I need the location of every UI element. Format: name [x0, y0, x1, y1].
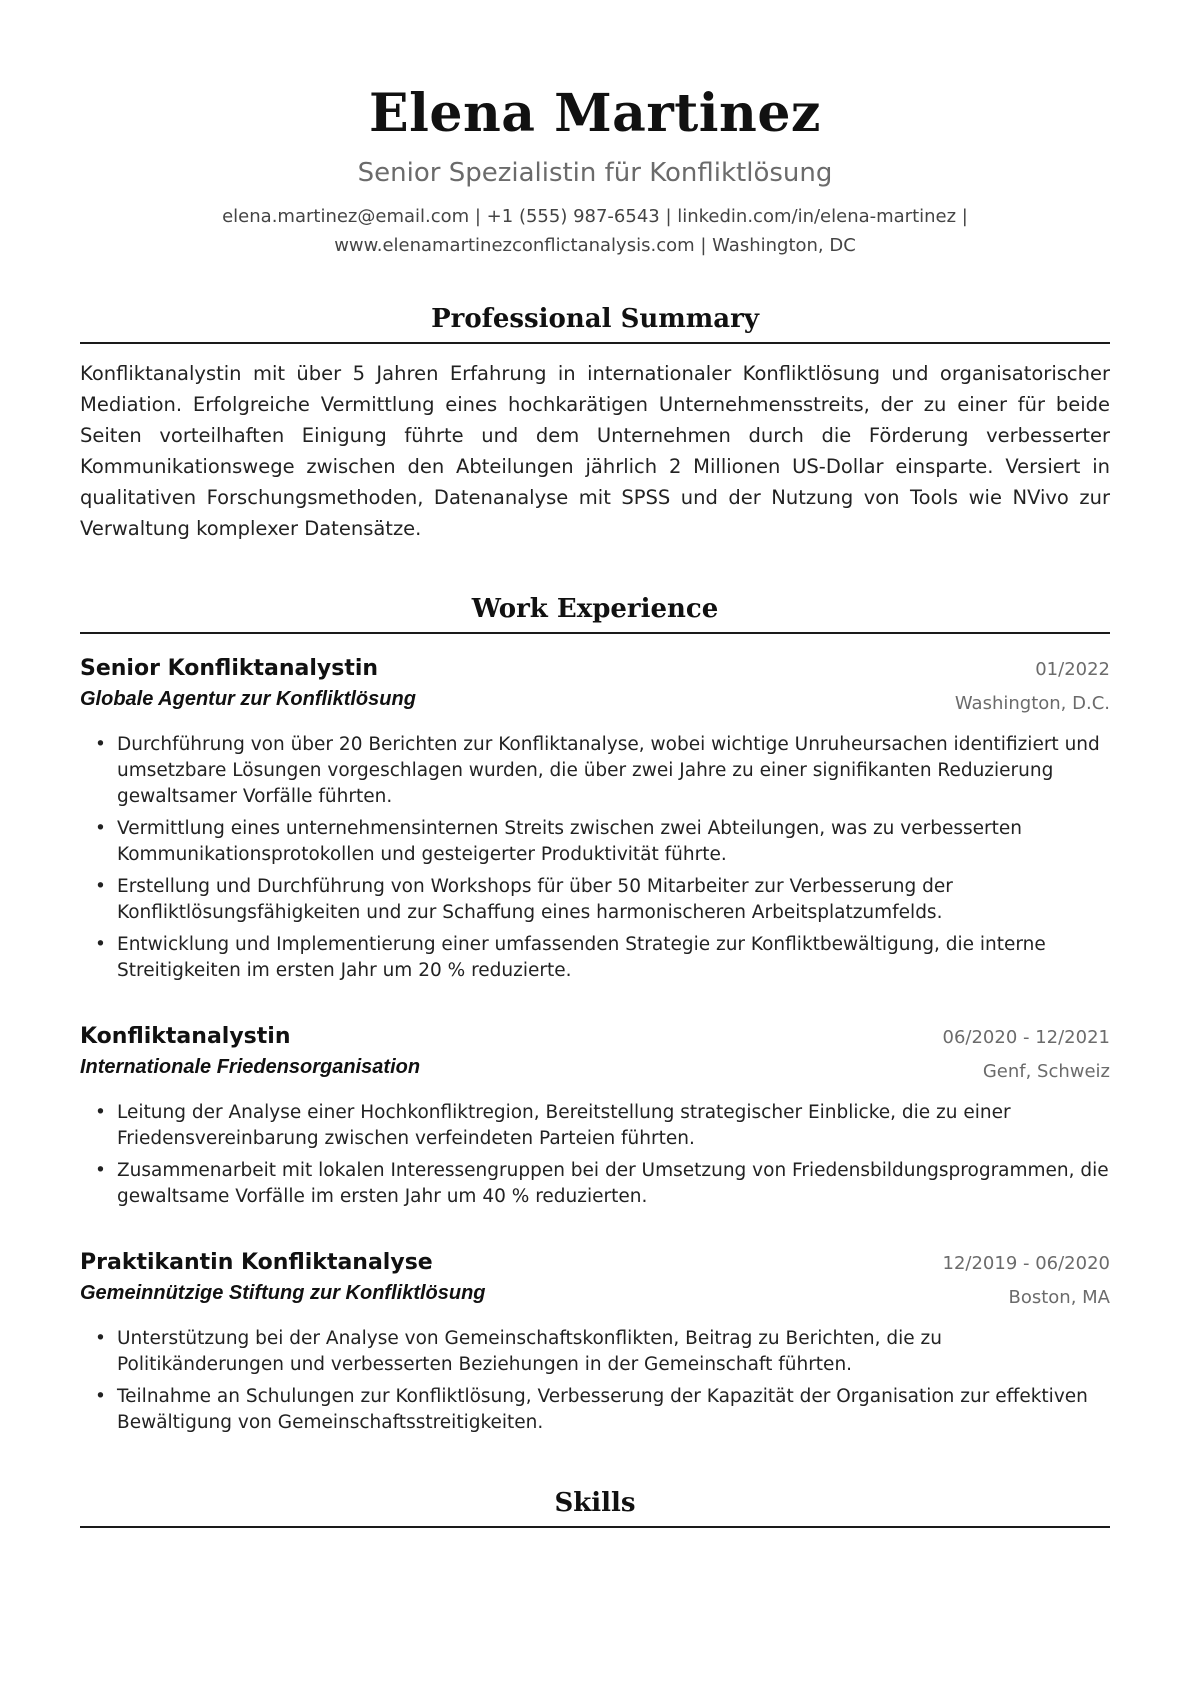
- job-title: Senior Konfliktanalystin: [80, 656, 379, 681]
- job-bullet-list: [80, 1326, 1110, 1436]
- skills-heading: Skills: [80, 1486, 1110, 1528]
- job-bullet: • Zusammenarbeit mit lokalen Interessengruppen bei der Umsetzung von Friedensbildungsprogrammen, die gewaltsame Vorfälle im ersten Jahr um 40 % reduzierten.: [80, 1158, 1110, 1210]
- job-bullet: • Entwicklung und Implementierung einer umfassenden Strategie zur Konfliktbewältigung, die interne Streitigkeiten im ersten Jahr um 20 % reduzierte.: [80, 932, 1110, 984]
- work-experience-heading: Work Experience: [80, 592, 1110, 634]
- job-bullet: • Durchführung von über 20 Berichten zur Konfliktanalyse, wobei wichtige Unruheursachen identifiziert und umsetzbare Lösungen vorgeschlagen wurden, die über zwei Jahre zu einer signifikanten Reduzierung gewaltsamer Vorfälle führten.: [80, 732, 1110, 810]
- job-date: 01/2022: [1035, 659, 1110, 680]
- job-bullet-list: [80, 1100, 1110, 1210]
- job-title: Konfliktanalystin: [80, 1024, 291, 1049]
- job-organization: Gemeinnützige Stiftung zur Konfliktlösung: [80, 1282, 486, 1304]
- job-location: Washington, D.C.: [954, 693, 1110, 714]
- contact-line-2: www.elenamartinezconflictanalysis.com | Washington, DC: [334, 235, 856, 256]
- contact-info: [80, 202, 1110, 260]
- candidate-title: Senior Spezialistin für Konfliktlösung: [357, 158, 833, 188]
- job-bullet: • Leitung der Analyse einer Hochkonfliktregion, Bereitstellung strategischer Einblicke, die zu einer Friedensvereinbarung zwischen verfeindeten Parteien führten.: [80, 1100, 1110, 1152]
- job-location: Boston, MA: [1008, 1287, 1110, 1308]
- summary-heading: Professional Summary: [80, 302, 1110, 344]
- summary-text: Konfliktanalystin mit über 5 Jahren Erfahrung in internationaler Konfliktlösung und organisatorischer Mediation. Erfolgreiche Vermittlung eines hochkarätigen Unternehmensstreits, der zu einer für beide Seiten vorteilhaften Einigung führte und dem Unternehmen durch die Förderung verbesserter Kommunikationswege zwischen den Abteilungen jährlich 2 Millionen US-Dollar einsparte. Versiert in qualitativen Forschungsmethoden, Datenanalyse mit SPSS und der Nutzung von Tools wie NVivo zur Verwaltung komplexer Datensätze.: [80, 362, 1110, 540]
- job-bullet-list: [80, 732, 1110, 984]
- job-bullet: • Unterstützung bei der Analyse von Gemeinschaftskonflikten, Beitrag zu Berichten, die zu Politikänderungen und verbesserten Beziehungen in der Gemeinschaft führten.: [80, 1326, 1110, 1378]
- job-date: 12/2019 - 06/2020: [942, 1253, 1110, 1274]
- candidate-name: Elena Martinez: [369, 83, 821, 144]
- contact-line-1: elena.martinez@email.com | +1 (555) 987-6543 | linkedin.com/in/elena-martinez |: [222, 206, 968, 227]
- job-location: Genf, Schweiz: [982, 1061, 1110, 1082]
- job-organization: Internationale Friedensorganisation: [80, 1056, 421, 1078]
- job-bullet: • Vermittlung eines unternehmensinternen Streits zwischen zwei Abteilungen, was zu verbesserten Kommunikationsprotokollen und gesteigerter Produktivität führte.: [80, 816, 1110, 868]
- job-date: 06/2020 - 12/2021: [942, 1027, 1110, 1048]
- job-entry: [80, 1022, 1110, 1210]
- job-organization: Globale Agentur zur Konfliktlösung: [80, 688, 416, 710]
- job-entry: [80, 654, 1110, 984]
- job-bullet: • Erstellung und Durchführung von Workshops für über 50 Mitarbeiter zur Verbesserung der Konfliktlösungsfähigkeiten und zur Schaffung eines harmonischeren Arbeitsplatzumfelds.: [80, 874, 1110, 926]
- job-title: Praktikantin Konfliktanalyse: [80, 1250, 433, 1275]
- job-bullet: • Teilnahme an Schulungen zur Konfliktlösung, Verbesserung der Kapazität der Organisation zur effektiven Bewältigung von Gemeinschaftsstreitigkeiten.: [80, 1384, 1110, 1436]
- job-entry: [80, 1248, 1110, 1436]
